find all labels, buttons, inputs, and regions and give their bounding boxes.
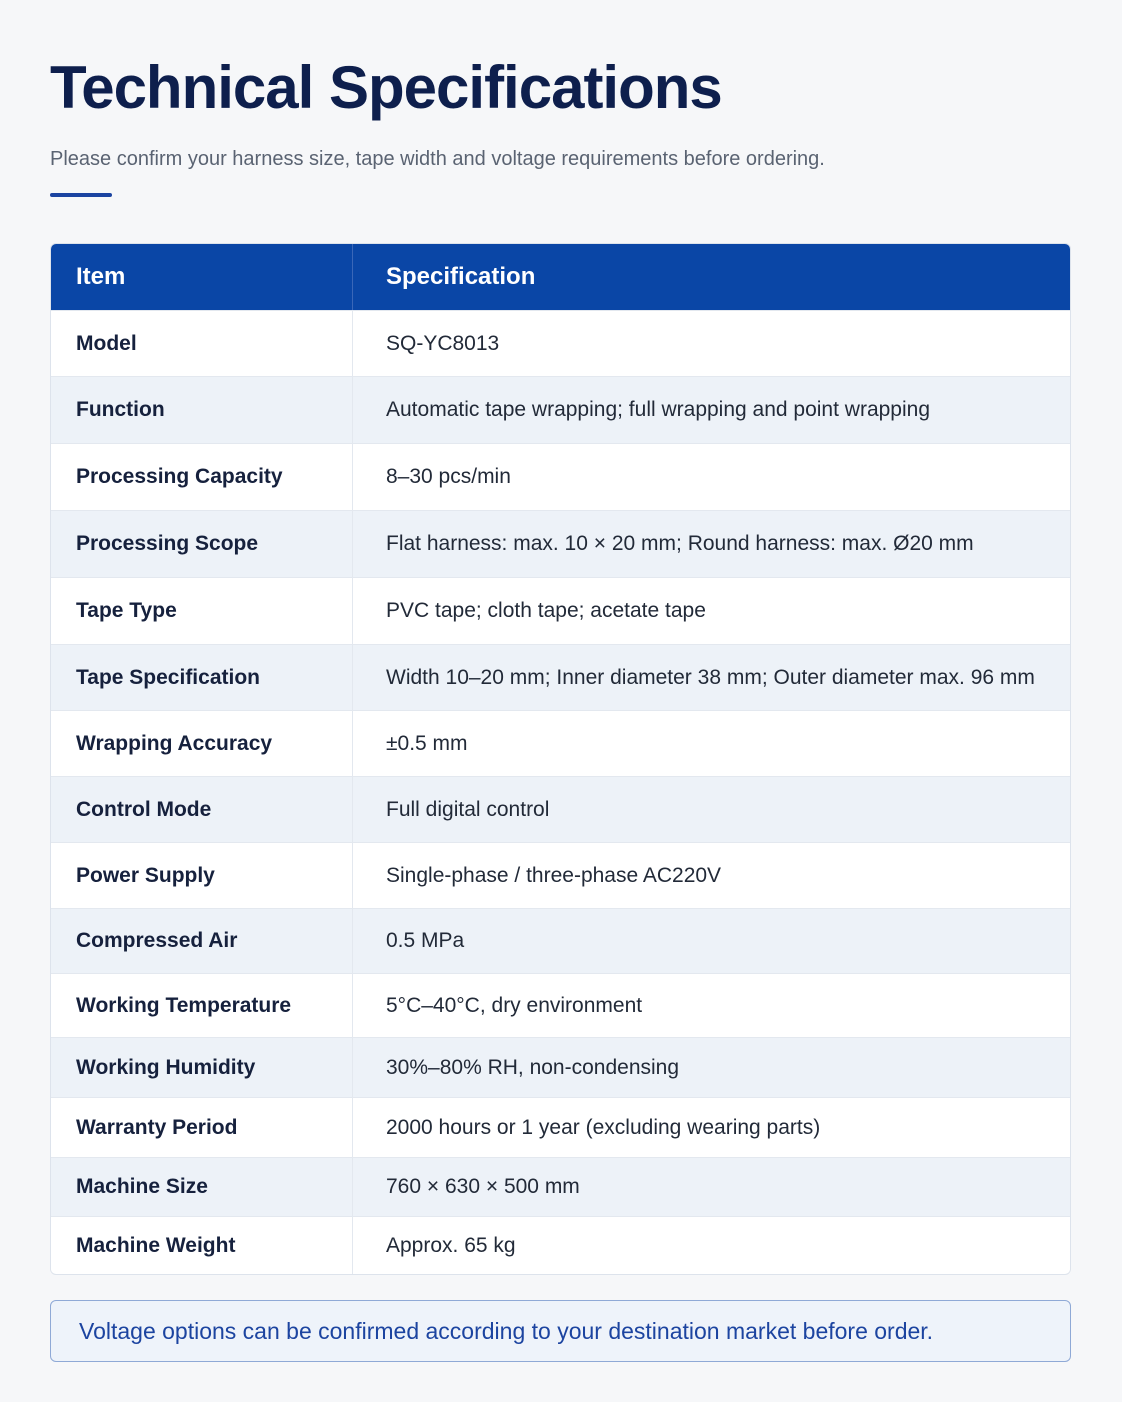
spec-cell: 2000 hours or 1 year (excluding wearing parts) — [353, 1097, 1070, 1157]
page-title: Technical Specifications — [50, 54, 722, 121]
item-cell: Warranty Period — [51, 1097, 353, 1157]
spec-cell: 0.5 MPa — [353, 908, 1070, 973]
table-row — [51, 376, 1070, 443]
column-header-item: Item — [51, 244, 353, 310]
item-cell: Processing Capacity — [51, 443, 353, 510]
item-cell: Processing Scope — [51, 510, 353, 577]
item-cell: Model — [51, 310, 353, 376]
item-cell: Compressed Air — [51, 908, 353, 973]
spec-cell: 5°C–40°C, dry environment — [353, 973, 1070, 1037]
spec-cell: Approx. 65 kg — [353, 1216, 1070, 1274]
table-row — [51, 973, 1070, 1037]
voltage-note-box — [50, 1300, 1071, 1362]
item-cell: Control Mode — [51, 776, 353, 842]
item-cell: Wrapping Accuracy — [51, 710, 353, 776]
spec-cell: 30%–80% RH, non-condensing — [353, 1037, 1070, 1097]
spec-cell: Flat harness: max. 10 × 20 mm; Round harness: max. Ø20 mm — [353, 510, 1070, 577]
table-row — [51, 644, 1070, 710]
item-cell: Working Temperature — [51, 973, 353, 1037]
spec-cell: Full digital control — [353, 776, 1070, 842]
spec-cell: SQ-YC8013 — [353, 310, 1070, 376]
table-row — [51, 510, 1070, 577]
voltage-note-text: Voltage options can be confirmed according to your destination market before order. — [79, 1317, 934, 1344]
table-row — [51, 1216, 1070, 1274]
spec-cell: PVC tape; cloth tape; acetate tape — [353, 577, 1070, 644]
table-row — [51, 908, 1070, 973]
item-cell: Machine Weight — [51, 1216, 353, 1274]
specifications-table — [50, 243, 1071, 1275]
item-cell: Power Supply — [51, 842, 353, 908]
table-row — [51, 577, 1070, 644]
table-row — [51, 310, 1070, 376]
item-cell: Function — [51, 376, 353, 443]
title-accent-divider — [50, 193, 112, 197]
table-row — [51, 1097, 1070, 1157]
spec-cell: 760 × 630 × 500 mm — [353, 1157, 1070, 1216]
column-header-specification: Specification — [353, 244, 1070, 310]
table-row — [51, 443, 1070, 510]
spec-cell: Width 10–20 mm; Inner diameter 38 mm; Outer diameter max. 96 mm — [353, 644, 1070, 710]
table-header-row — [51, 244, 1070, 310]
spec-cell: Single-phase / three-phase AC220V — [353, 842, 1070, 908]
spec-cell: Automatic tape wrapping; full wrapping and point wrapping — [353, 376, 1070, 443]
spec-cell: 8–30 pcs/min — [353, 443, 1070, 510]
table-row — [51, 842, 1070, 908]
table-row — [51, 776, 1070, 842]
item-cell: Tape Type — [51, 577, 353, 644]
table-row — [51, 710, 1070, 776]
item-cell: Machine Size — [51, 1157, 353, 1216]
item-cell: Tape Specification — [51, 644, 353, 710]
item-cell: Working Humidity — [51, 1037, 353, 1097]
page-subtitle: Please confirm your harness size, tape width and voltage requirements before ordering. — [50, 148, 825, 170]
spec-cell: ±0.5 mm — [353, 710, 1070, 776]
table-row — [51, 1157, 1070, 1216]
table-row — [51, 1037, 1070, 1097]
